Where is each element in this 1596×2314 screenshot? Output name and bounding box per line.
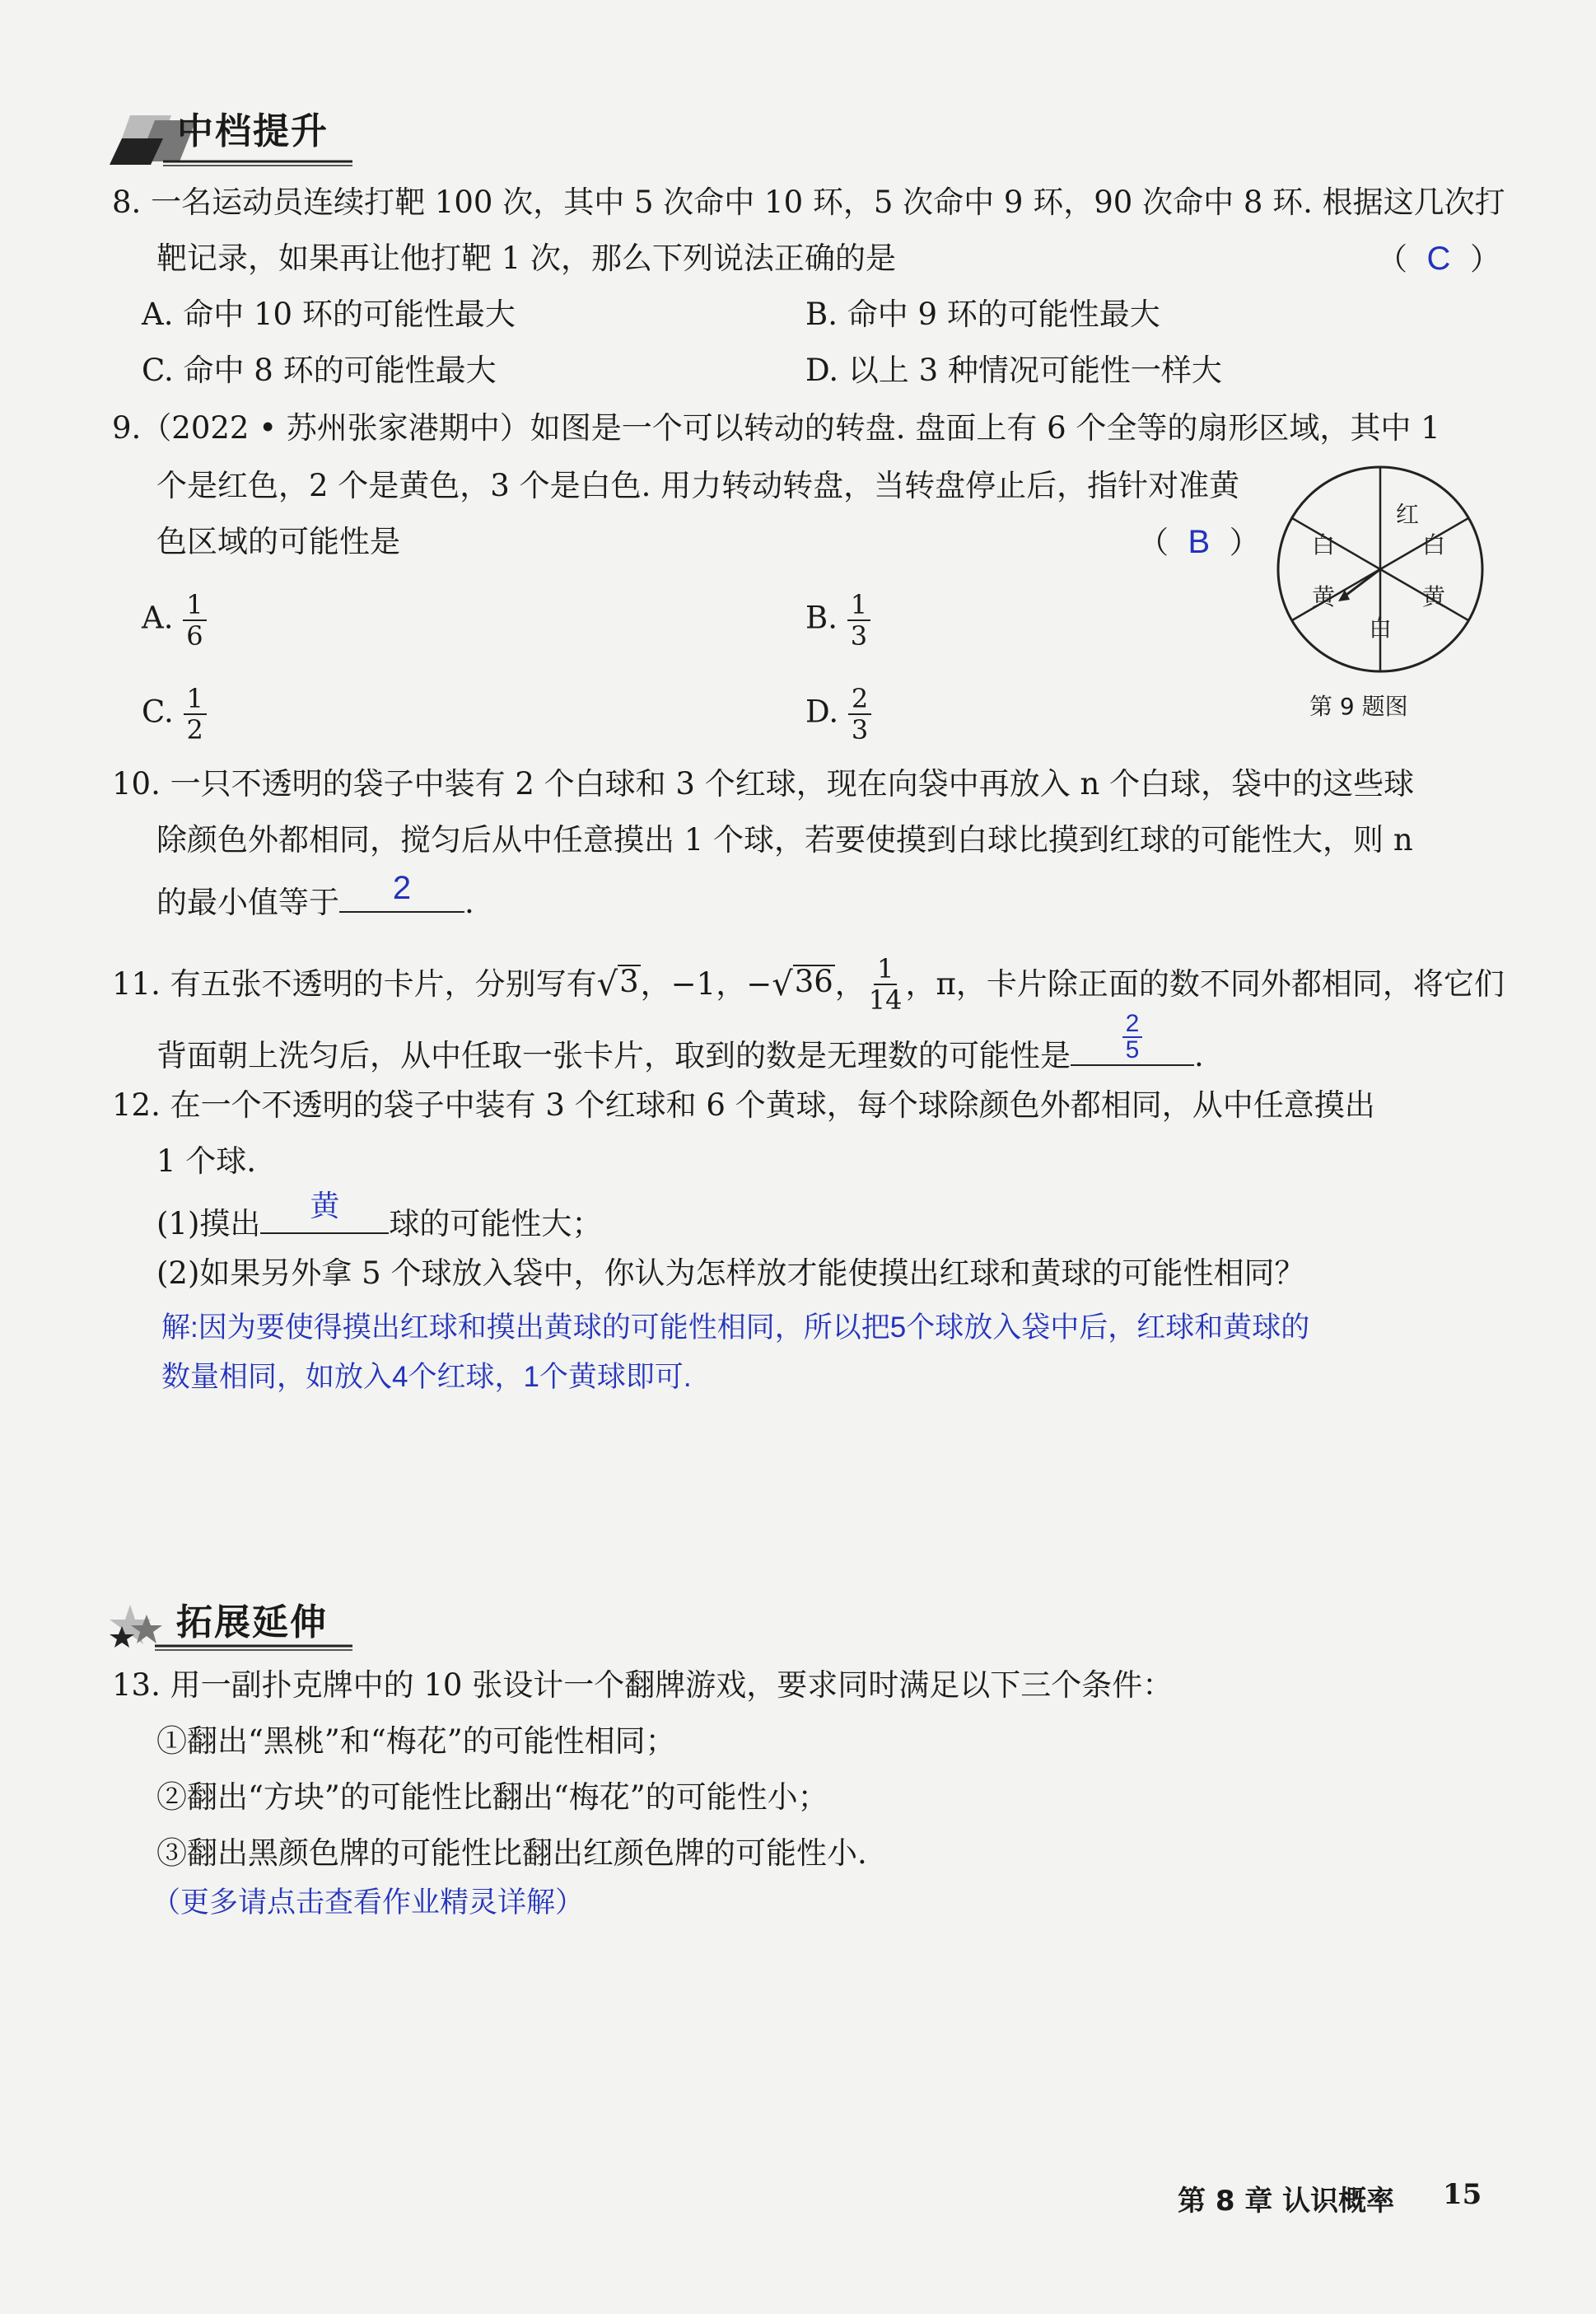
q10-line-3 <box>156 870 474 923</box>
q9-line-3: 色区域的可能性是 <box>156 524 400 559</box>
q12-solution-line-1: 解:因为要使得摸出红球和摸出黄球的可能性相同，所以把5个球放入袋中后，红球和黄球的 <box>161 1311 1310 1344</box>
q11-line-1-post: ，π，卡片除正面的数不同外都相同，将它们 <box>905 966 1505 1002</box>
q8-line-2: 靶记录，如果再让他打靶 1 次，那么下列说法正确的是 <box>156 241 897 276</box>
q9-answer: B <box>1188 524 1211 560</box>
q8-option-a: A. 命中 10 环的可能性最大 <box>142 297 516 332</box>
q9-option-b <box>805 590 870 651</box>
q10-answer-blank <box>339 870 464 913</box>
q11-sqrt-36 <box>772 965 835 1004</box>
q13-line-1: 13. 用一副扑克牌中的 10 张设计一个翻牌游戏，要求同时满足以下三个条件： <box>112 1667 1174 1703</box>
q10-line-3-end: . <box>464 885 474 920</box>
q8-answer-paren: （ C ） <box>1377 241 1500 277</box>
q9-option-c-den: 2 <box>186 714 203 746</box>
q9-option-d-label: D. <box>805 694 839 730</box>
q9-option-d-num: 2 <box>848 684 871 715</box>
q9-option-a-num: 1 <box>183 590 206 621</box>
q13-condition-2: ②翻出“方块”的可能性比翻出“梅花”的可能性小； <box>156 1779 828 1815</box>
q9-option-a-fraction <box>183 590 206 651</box>
q11-mid-1: ，−1，− <box>640 966 772 1002</box>
sqrt-icon: √ <box>596 965 618 1003</box>
q8-answer: C <box>1426 241 1451 277</box>
section-title-2: 拓展延伸 <box>176 1601 328 1643</box>
wheel-sector-white-bottom: 白 <box>1368 615 1393 642</box>
q11-answer-blank <box>1071 1010 1194 1066</box>
q11-line-2-end: . <box>1194 1038 1204 1073</box>
q9-spinner-wheel <box>1272 461 1488 677</box>
q9-option-a-den: 6 <box>186 620 203 652</box>
q12-line-2: 1 个球. <box>156 1143 257 1179</box>
q12-part-1-answer: 黄 <box>310 1189 340 1222</box>
q9-option-a <box>142 590 207 651</box>
q9-option-c <box>142 684 207 745</box>
wheel-sector-yellow-left: 黄 <box>1311 583 1336 610</box>
q13-condition-1: ①翻出“黑桃”和“梅花”的可能性相同； <box>156 1723 676 1759</box>
q9-option-b-fraction <box>847 590 870 651</box>
q11-answer-wrap <box>1071 1012 1194 1063</box>
q9-figure-caption: 第 9 题图 <box>1309 693 1408 720</box>
footer-page-number: 15 <box>1443 2178 1482 2211</box>
q10-answer: 2 <box>392 870 412 906</box>
q11-line-1-pre: 11. 有五张不透明的卡片，分别写有 <box>112 966 597 1002</box>
q9-option-c-label: C. <box>142 694 174 730</box>
q8-option-d: D. 以上 3 种情况可能性一样大 <box>805 353 1222 388</box>
q11-line-2 <box>156 1010 1204 1076</box>
wheel-sector-yellow-right: 黄 <box>1421 583 1446 610</box>
q11-mid-2: ， <box>834 966 866 1002</box>
wheel-divider-5 <box>1292 518 1380 569</box>
wheel-sector-white-right: 白 <box>1421 531 1446 559</box>
q10-line-1: 10. 一只不透明的袋子中装有 2 个白球和 3 个红球，现在向袋中再放入 n 个白球，袋中的这些球 <box>112 766 1415 802</box>
q8-option-c: C. 命中 8 环的可能性最大 <box>142 353 497 388</box>
q12-part-1 <box>156 1189 603 1244</box>
q9-line-1: 9.（2022 • 苏州张家港期中）如图是一个可以转动的转盘. 盘面上有 6 个全等的扇形区域，其中 1 <box>112 410 1440 446</box>
q11-fraction <box>866 954 906 1015</box>
q9-option-d-fraction <box>848 684 871 745</box>
q9-option-d <box>805 684 871 745</box>
wheel-sector-red: 红 <box>1395 501 1420 528</box>
q9-option-c-num: 1 <box>184 684 207 715</box>
q11-line-2-text: 背面朝上洗匀后，从中任取一张卡片，取到的数是无理数的可能性是 <box>156 1038 1071 1073</box>
q9-option-c-fraction <box>184 684 207 745</box>
q8-line-1: 8. 一名运动员连续打靶 100 次，其中 5 次命中 10 环，5 次命中 9 环，90 次命中 8 环. 根据这几次打 <box>112 185 1505 220</box>
q9-line-2: 个是红色，2 个是黄色，3 个是白色. 用力转动转盘，当转盘停止后，指针对准黄 <box>156 468 1240 503</box>
wheel-divider-4 <box>1292 569 1380 620</box>
q11-fraction-den: 14 <box>868 984 903 1016</box>
q11-sqrt-3 <box>597 965 641 1004</box>
footer-chapter: 第 8 章 认识概率 <box>1178 2185 1395 2218</box>
q9-option-a-label: A. <box>142 600 174 636</box>
q10-line-2: 除颜色外都相同，搅匀后从中任意摸出 1 个球，若要使摸到白球比摸到红球的可能性大，则 n <box>156 822 1413 858</box>
q9-option-d-den: 3 <box>851 714 869 746</box>
section-title-1: 中档提升 <box>177 110 329 152</box>
q9-option-b-label: B. <box>805 600 838 636</box>
q12-solution-line-2: 数量相同，如放入4个红球，1个黄球即可. <box>161 1361 692 1393</box>
q11-answer-den: 5 <box>1125 1036 1140 1064</box>
q8-option-b: B. 命中 9 环的可能性最大 <box>805 297 1160 332</box>
q13-more-link[interactable]: （更多请点击查看作业精灵详解） <box>152 1886 585 1919</box>
q12-line-1: 12. 在一个不透明的袋子中装有 3 个红球和 6 个黄球，每个球除颜色外都相同，从中任意摸出 <box>112 1087 1375 1123</box>
q12-part-2: (2)如果另外拿 5 个球放入袋中，你认为怎样放才能使摸出红球和黄球的可能性相同？ <box>156 1255 1305 1291</box>
wheel-sector-white-left: 白 <box>1311 531 1336 559</box>
q11-sqrt-36-value: 36 <box>794 964 833 999</box>
q13-condition-3: ③翻出黑颜色牌的可能性比翻出红颜色牌的可能性小. <box>156 1835 867 1871</box>
q12-part-1-pre: (1)摸出 <box>156 1206 261 1241</box>
sqrt-icon: √ <box>772 965 793 1003</box>
q12-part-1-blank <box>260 1189 389 1234</box>
q9-answer-paren: （ B ） <box>1138 524 1260 560</box>
q11-fraction-num: 1 <box>874 954 897 985</box>
q11-answer-num: 2 <box>1122 1012 1143 1038</box>
q9-option-b-den: 3 <box>850 620 868 652</box>
q12-part-1-post: 球的可能性大； <box>389 1206 603 1241</box>
q11-line-1 <box>112 954 1505 1015</box>
q11-sqrt-3-value: 3 <box>619 964 639 999</box>
q9-option-b-num: 1 <box>847 590 870 621</box>
q10-line-3-text: 的最小值等于 <box>156 885 339 920</box>
q11-answer-fraction <box>1122 1012 1143 1063</box>
wheel-pointer <box>1343 569 1380 597</box>
